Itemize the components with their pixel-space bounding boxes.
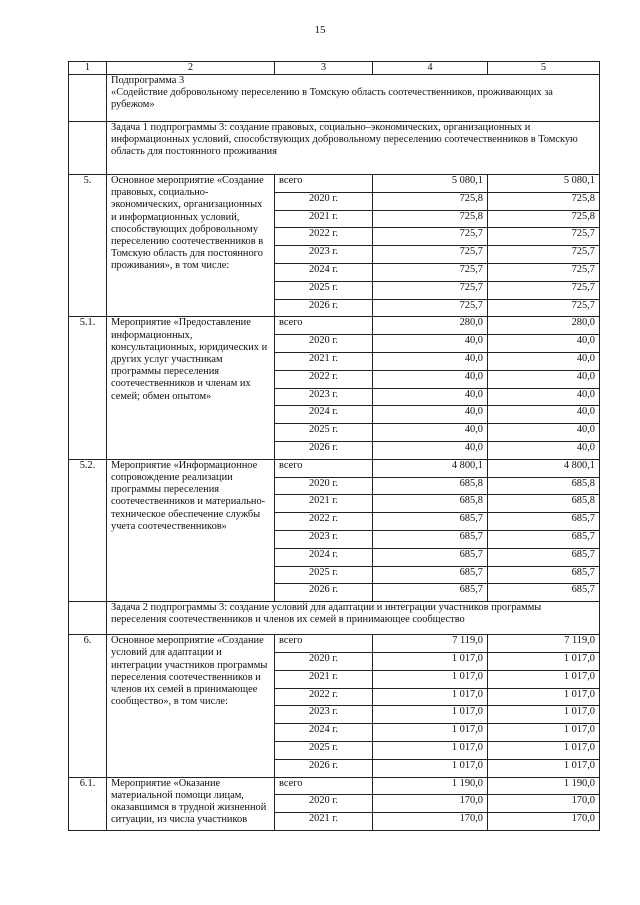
period-cell: 2023 г. [275,388,373,406]
subprogram-title: Подпрограмма 3 [111,75,185,86]
activity-number: 6.1. [69,777,107,830]
value-column-4: 1 017,0 [373,688,488,706]
period-cell: 2026 г. [275,299,373,317]
period-cell: 2022 г. [275,370,373,388]
value-column-4: 170,0 [373,813,488,831]
value-column-5: 725,7 [488,228,600,246]
value-column-5: 1 017,0 [488,652,600,670]
value-column-5: 170,0 [488,795,600,813]
period-cell: 2021 г. [275,670,373,688]
period-cell: 2023 г. [275,530,373,548]
period-cell: 2024 г. [275,548,373,566]
subprogram-subtitle: «Содействие добровольному переселению в Томскую область соотечественников, проживающих за рубежом» [111,87,553,111]
value-column-4: 4 800,1 [373,459,488,477]
period-cell: всего [275,459,373,477]
period-cell: всего [275,175,373,193]
value-column-4: 685,7 [373,530,488,548]
table-row [69,635,600,653]
value-column-4: 725,7 [373,281,488,299]
program-table [68,61,600,831]
task-num-cell [69,602,107,635]
value-column-4: 170,0 [373,795,488,813]
period-cell: 2026 г. [275,759,373,777]
value-column-4: 1 017,0 [373,759,488,777]
period-cell: 2026 г. [275,584,373,602]
value-column-5: 1 017,0 [488,724,600,742]
value-column-5: 1 017,0 [488,741,600,759]
page-number: 15 [314,24,326,36]
activity-number: 5. [69,175,107,317]
value-column-4: 725,7 [373,228,488,246]
value-column-4: 40,0 [373,441,488,459]
value-column-5: 40,0 [488,388,600,406]
period-cell: 2021 г. [275,352,373,370]
column-number-5: 5 [488,62,600,75]
value-column-5: 40,0 [488,352,600,370]
period-cell: 2020 г. [275,477,373,495]
period-cell: 2025 г. [275,281,373,299]
value-column-4: 685,7 [373,548,488,566]
value-column-5: 725,8 [488,192,600,210]
value-column-4: 725,7 [373,246,488,264]
value-column-5: 1 017,0 [488,688,600,706]
value-column-4: 685,7 [373,584,488,602]
value-column-4: 40,0 [373,424,488,442]
column-number-4: 4 [373,62,488,75]
value-column-5: 685,7 [488,530,600,548]
value-column-5: 685,8 [488,477,600,495]
value-column-4: 40,0 [373,406,488,424]
table-row [69,459,600,477]
value-column-4: 1 017,0 [373,670,488,688]
activity-number: 5.1. [69,317,107,459]
value-column-5: 725,7 [488,263,600,281]
period-cell: всего [275,317,373,335]
period-cell: 2020 г. [275,652,373,670]
table-row [69,175,600,193]
value-column-5: 40,0 [488,370,600,388]
value-column-4: 40,0 [373,370,488,388]
period-cell: 2023 г. [275,706,373,724]
value-column-4: 685,8 [373,477,488,495]
value-column-5: 170,0 [488,813,600,831]
period-cell: 2020 г. [275,335,373,353]
value-column-4: 725,7 [373,299,488,317]
value-column-4: 725,8 [373,210,488,228]
value-column-5: 4 800,1 [488,459,600,477]
activity-name: Основное мероприятие «Создание правовых, социально-экономических, организационных и информационных условий, способствующих добровольному переселению соотечественников в Томскую область для постоянного проживания», в том числе: [107,175,275,317]
period-cell: всего [275,635,373,653]
period-cell: 2022 г. [275,513,373,531]
value-column-4: 685,7 [373,566,488,584]
period-cell: 2024 г. [275,263,373,281]
activity-number: 6. [69,635,107,777]
value-column-4: 725,8 [373,192,488,210]
value-column-5: 40,0 [488,335,600,353]
value-column-5: 1 017,0 [488,706,600,724]
value-column-4: 280,0 [373,317,488,335]
period-cell: 2020 г. [275,192,373,210]
period-cell: 2024 г. [275,724,373,742]
period-cell: 2025 г. [275,741,373,759]
value-column-4: 685,8 [373,495,488,513]
period-cell: 2023 г. [275,246,373,264]
subprogram-heading [107,75,600,122]
value-column-5: 1 017,0 [488,759,600,777]
table-body [69,62,600,831]
period-cell: 2022 г. [275,228,373,246]
task-heading: Задача 1 подпрограммы 3: создание правовых, социально–экономических, организационных и информационных условий, способствующих добровольному переселению соотечественников в Томскую область для постоянного проживания [107,122,600,175]
value-column-5: 685,7 [488,566,600,584]
value-column-5: 725,7 [488,246,600,264]
value-column-4: 1 190,0 [373,777,488,795]
activity-name: Основное мероприятие «Создание условий для адаптации и интеграции участников программы переселения соотечественников и членов их семей в принимающее сообщество», в том числе: [107,635,275,777]
value-column-5: 40,0 [488,441,600,459]
column-number-3: 3 [275,62,373,75]
activity-name: Мероприятие «Предоставление информационных, консультационных, юридических и других услуг участникам программы переселения соотечественников и членам их семей; обмен опытом» [107,317,275,459]
period-cell: 2021 г. [275,210,373,228]
value-column-4: 685,7 [373,513,488,531]
period-cell: всего [275,777,373,795]
subprogram-num-cell [69,75,107,122]
value-column-5: 685,7 [488,548,600,566]
value-column-5: 7 119,0 [488,635,600,653]
column-number-row [69,62,600,75]
period-cell: 2025 г. [275,566,373,584]
task-heading: Задача 2 подпрограммы 3: создание условий для адаптации и интеграции участников программы переселения соотечественников и членов их семей в принимающее сообщество [107,602,600,635]
table-row [69,777,600,795]
value-column-5: 40,0 [488,424,600,442]
column-number-1: 1 [69,62,107,75]
column-number-2: 2 [107,62,275,75]
subprogram-row [69,75,600,122]
value-column-5: 685,7 [488,584,600,602]
period-cell: 2020 г. [275,795,373,813]
value-column-5: 280,0 [488,317,600,335]
value-column-4: 40,0 [373,352,488,370]
task-num-cell [69,122,107,175]
period-cell: 2022 г. [275,688,373,706]
value-column-5: 1 190,0 [488,777,600,795]
value-column-4: 1 017,0 [373,706,488,724]
period-cell: 2021 г. [275,813,373,831]
value-column-4: 40,0 [373,335,488,353]
period-cell: 2025 г. [275,424,373,442]
value-column-5: 725,7 [488,281,600,299]
value-column-5: 40,0 [488,406,600,424]
value-column-4: 1 017,0 [373,724,488,742]
table-row [69,317,600,335]
value-column-4: 40,0 [373,388,488,406]
value-column-4: 725,7 [373,263,488,281]
value-column-5: 725,8 [488,210,600,228]
value-column-5: 685,7 [488,513,600,531]
activity-number: 5.2. [69,459,107,601]
value-column-4: 1 017,0 [373,652,488,670]
value-column-4: 7 119,0 [373,635,488,653]
task-row [69,602,600,635]
value-column-5: 5 080,1 [488,175,600,193]
activity-name: Мероприятие «Информационное сопровождение реализации программы переселения соотечественников и материально-техническое обеспечение службы учета соотечественников» [107,459,275,601]
period-cell: 2024 г. [275,406,373,424]
value-column-4: 1 017,0 [373,741,488,759]
period-cell: 2021 г. [275,495,373,513]
activity-name: Мероприятие «Оказание материальной помощи лицам, оказавшимся в трудной жизненной ситуации, из числа участников [107,777,275,830]
value-column-5: 1 017,0 [488,670,600,688]
period-cell: 2026 г. [275,441,373,459]
value-column-4: 5 080,1 [373,175,488,193]
value-column-5: 685,8 [488,495,600,513]
task-row [69,122,600,175]
value-column-5: 725,7 [488,299,600,317]
